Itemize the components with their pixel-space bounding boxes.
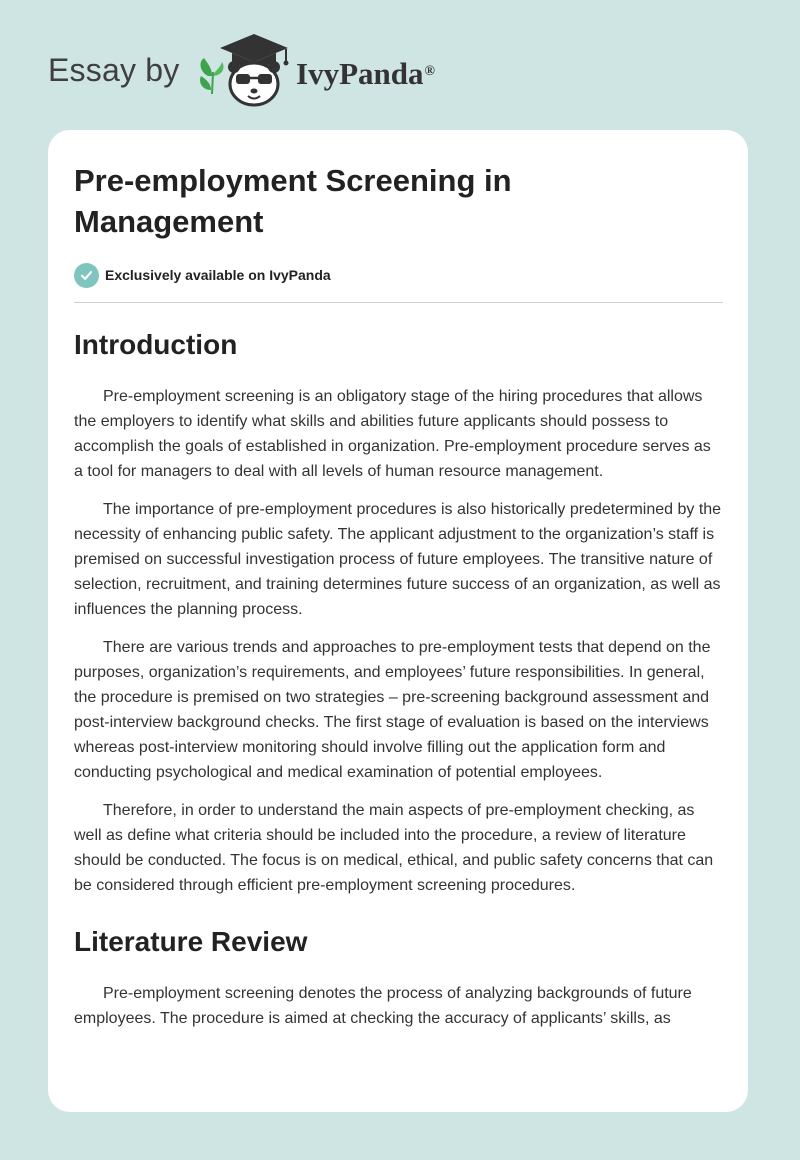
paragraph: Pre-employment screening is an obligatory stage of the hiring procedures that allows the employers to identify what skills and abilities future applicants should possess to accomplish the goals of established in organization. Pre-employment procedure serves as a tool for managers to deal with all levels of human resource management. — [74, 388, 711, 480]
article-content — [74, 160, 723, 1031]
paragraph: There are various trends and approaches to pre-employment tests that depend on the purposes, organization’s requirements, and employees’ future responsibilities. In general, the procedure is premised on two strategies – pre-screening background assessment and post-interview background checks. The first stage of evaluation is based on the interviews whereas post-interview monitoring should involve filling out the application form and conducting psychological and medical examination of potential employees. — [74, 639, 711, 781]
article-card — [48, 130, 748, 1112]
brand-prefix: Essay by — [48, 52, 180, 88]
brand-name: IvyPanda® — [296, 56, 435, 91]
check-circle-icon — [74, 263, 99, 288]
ivy-leaf-icon — [201, 58, 212, 76]
paragraph: Therefore, in order to understand the main aspects of pre-employment checking, as well as define what criteria should be included into the procedure, a review of literature should be conducted. The focus is on medical, ethical, and public safety concerns that can be considered through efficient pre-employment screening procedures. — [74, 802, 714, 894]
paragraph: The importance of pre-employment procedures is also historically predetermined by the necessity of enhancing public safety. The applicant adjustment to the organization’s staff is premised on successful investigation process of future employees. The transitive nature of selection, recruitment, and training determines future success of an organization, as well as influences the planning process. — [74, 501, 722, 618]
panda-graduate-icon — [198, 32, 294, 110]
title-divider — [74, 302, 723, 303]
badge-text: Exclusively available on IvyPanda — [105, 267, 331, 283]
article-title: Pre-employment Screening in Management — [74, 163, 512, 239]
exclusive-badge — [74, 262, 723, 288]
section-heading-literature-review: Literature Review — [74, 926, 308, 957]
section-heading-introduction: Introduction — [74, 329, 238, 360]
brand-header — [48, 32, 508, 112]
paragraph: Pre-employment screening denotes the process of analyzing backgrounds of future employees. The procedure is aimed at checking the accuracy of applicants’ skills, as — [74, 985, 692, 1027]
registered-mark: ® — [424, 64, 435, 79]
